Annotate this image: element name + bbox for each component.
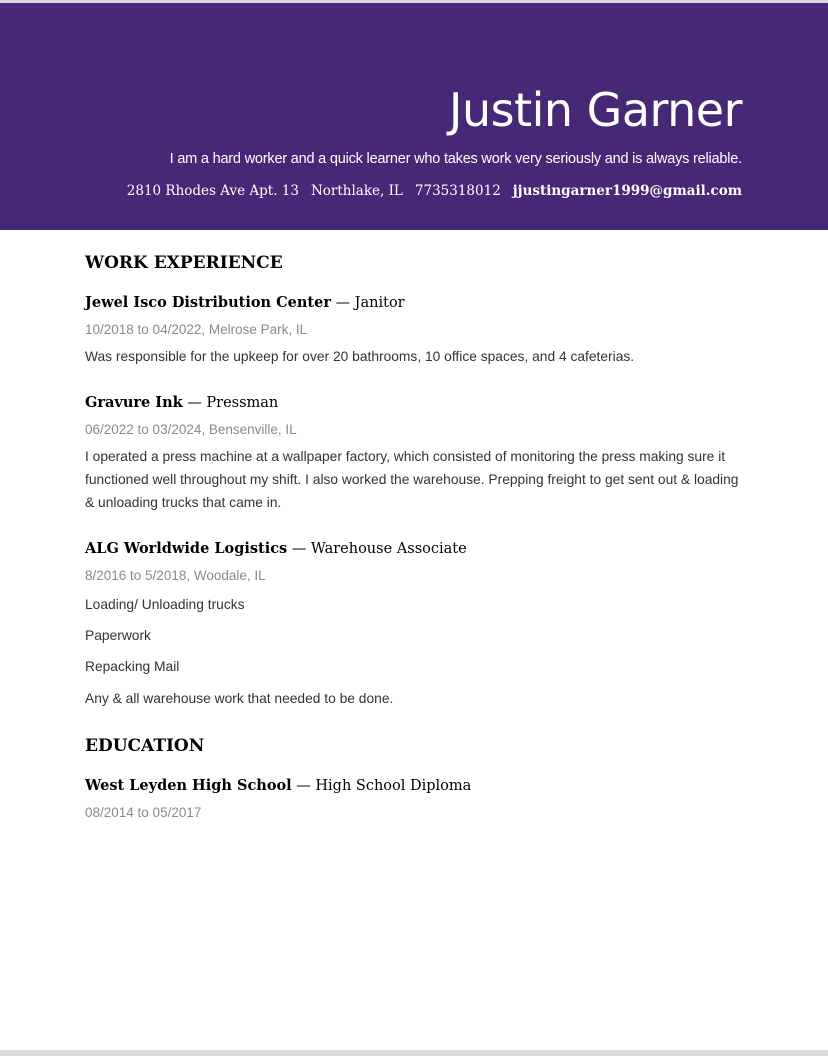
job-employer: Jewel Isco Distribution Center [85,294,331,311]
job-date-range: 10/2018 to 04/2022, [85,322,206,337]
education-heading: EDUCATION [85,736,205,756]
job-location: Bensenville, IL [208,422,297,437]
job-header [85,292,745,314]
job-location: Woodale, IL [193,568,266,583]
job-description: Was responsible for the upkeep for over 20 bathrooms, 10 office spaces, and 4 cafeterias. [85,349,635,364]
job-duty: Repacking Mail [85,659,180,674]
work-experience-heading: WORK EXPERIENCE [85,253,283,273]
job-entry [85,538,745,709]
job-description: I operated a press machine at a wallpaper factory, which consisted of monitoring the press making sure it functioned well throughout my shift. I also worked the warehouse. Prepping freight to get sent out & loading & unloading trucks that came in. [85,449,739,510]
job-header [85,538,745,560]
job-date-range: 8/2016 to 5/2018, [85,568,191,583]
email-link[interactable]: jjustingarner1999@gmail.com [512,183,742,199]
job-role: — Janitor [335,295,405,311]
job-role: — Pressman [187,395,279,411]
job-duty: Loading/ Unloading trucks [85,597,245,612]
job-location: Melrose Park, IL [208,322,308,337]
education-dates: 08/2014 to 05/2017 [85,805,202,820]
degree: — High School Diploma [296,778,472,794]
city: Northlake, IL [310,183,403,199]
school-name: West Leyden High School [85,777,292,794]
address: 2810 Rhodes Ave Apt. 13 [126,183,299,199]
resume-header [0,3,828,230]
job-duty: Paperwork [85,628,151,643]
job-entry [85,292,745,368]
education-header [85,775,745,797]
job-role: — Warehouse Associate [291,541,467,557]
bottom-border [0,1050,828,1056]
phone: 7735318012 [414,183,501,199]
job-duty: Any & all warehouse work that needed to be done. [85,691,394,706]
job-employer: ALG Worldwide Logistics [85,540,288,557]
job-header [85,392,745,414]
resume-body [85,250,745,823]
education-entry [85,775,745,823]
contact-line [127,181,742,201]
job-dates [85,420,745,440]
candidate-name: Justin Garner [448,83,742,137]
job-dates [85,320,745,340]
job-dates [85,566,745,586]
summary-text: I am a hard worker and a quick learner who takes work very seriously and is always reliable. [169,151,742,167]
job-date-range: 06/2022 to 03/2024, [85,422,206,437]
job-entry [85,392,745,514]
job-employer: Gravure Ink [85,394,183,411]
